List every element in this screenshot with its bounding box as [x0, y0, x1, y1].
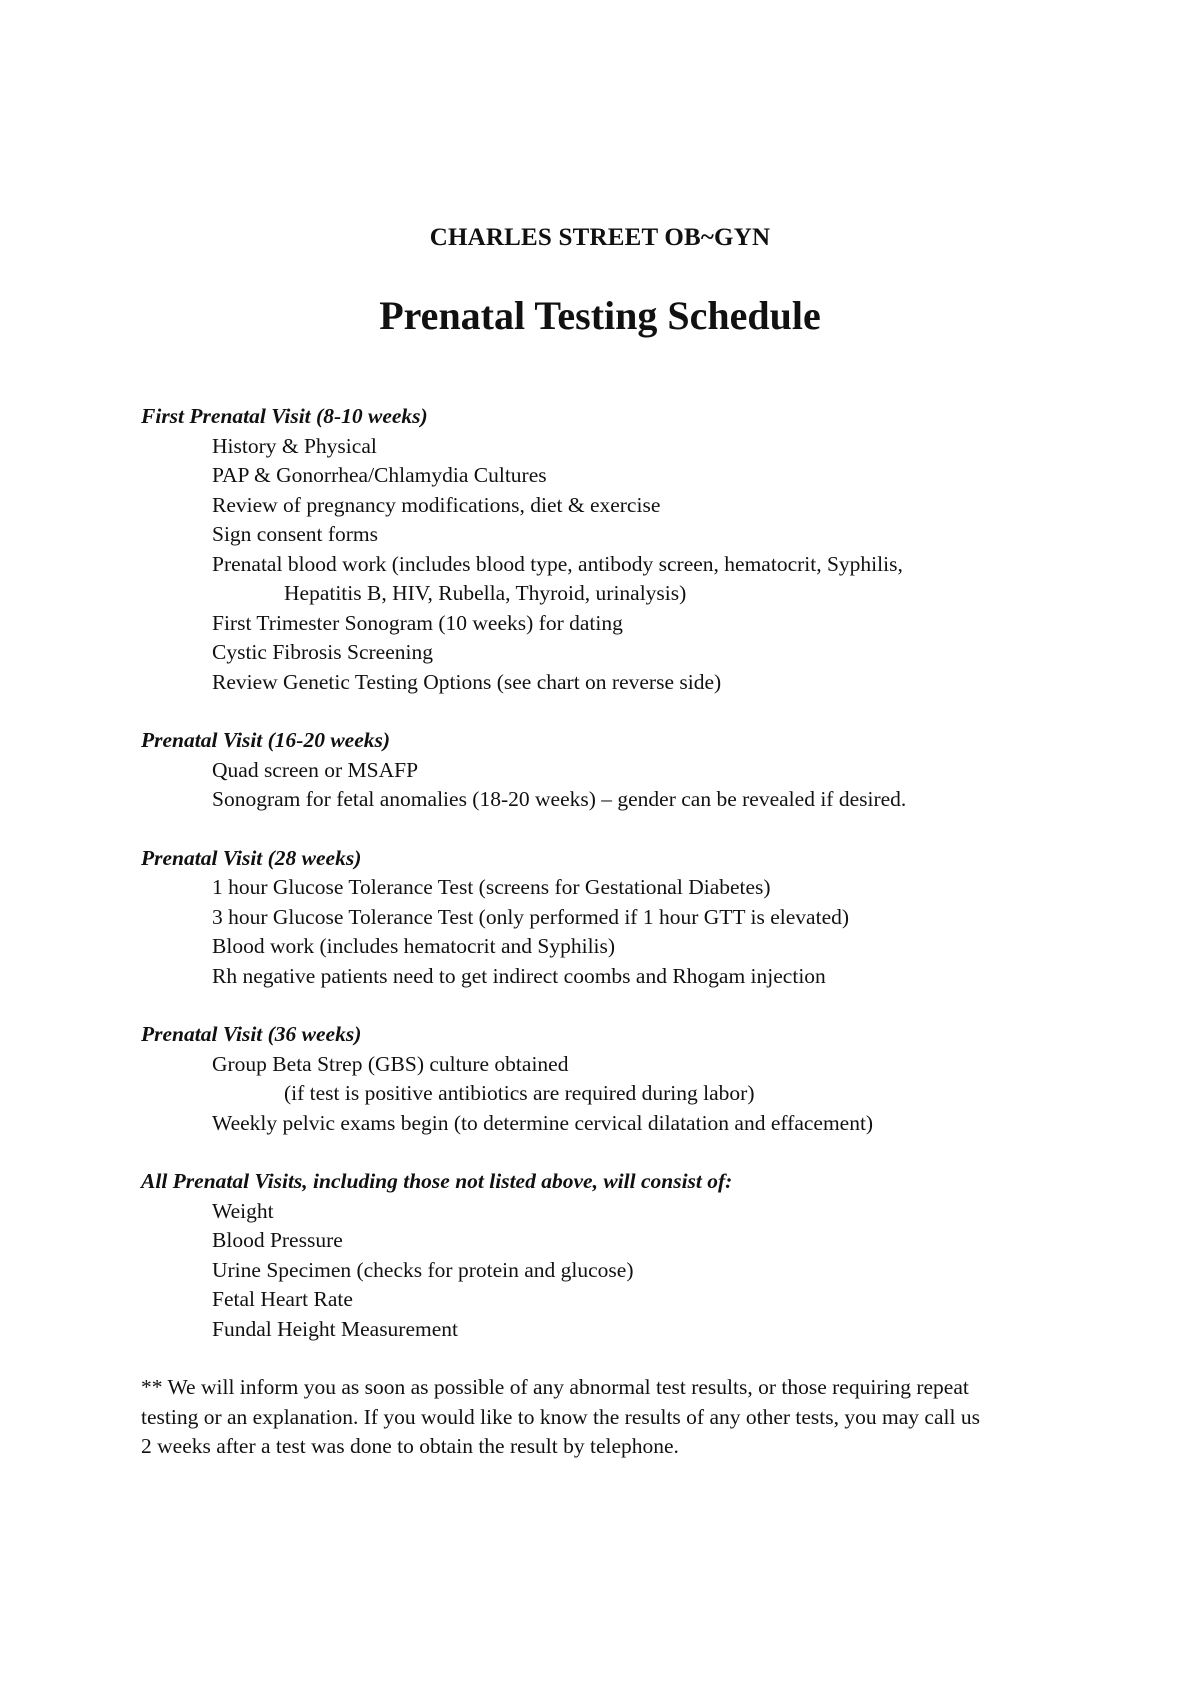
list-item: Weight — [212, 1198, 274, 1223]
list-item: First Trimester Sonogram (10 weeks) for dating — [212, 610, 623, 635]
list-item: Weekly pelvic exams begin (to determine cervical dilatation and effacement) — [212, 1110, 874, 1135]
practice-name: CHARLES STREET OB~GYN — [429, 224, 771, 251]
list-item: Review Genetic Testing Options (see chart on reverse side) — [212, 669, 722, 694]
list-item-continuation — [141, 579, 1091, 609]
footnote-line: 2 weeks after a test was done to obtain the result by telephone. — [141, 1434, 679, 1458]
list-item: Group Beta Strep (GBS) culture obtained — [212, 1051, 569, 1076]
section-heading: Prenatal Visit (28 weeks) — [141, 845, 362, 870]
list-item: Review of pregnancy modifications, diet & exercise — [212, 492, 661, 517]
list-item: Cystic Fibrosis Screening — [212, 640, 433, 664]
section-28-weeks — [141, 844, 1091, 992]
footnote-line: testing or an explanation. If you would like to know the results of any other tests, you may call us — [141, 1404, 980, 1429]
list-item: 3 hour Glucose Tolerance Test (only performed if 1 hour GTT is elevated) — [212, 904, 850, 929]
list-item: Urine Specimen (checks for protein and glucose) — [212, 1257, 634, 1282]
section-36-weeks — [141, 1020, 1091, 1138]
schedule-content — [141, 402, 1091, 1462]
section-all-visits — [141, 1167, 1091, 1344]
section-heading: First Prenatal Visit (8-10 weeks) — [141, 404, 428, 428]
section-heading: Prenatal Visit (16-20 weeks) — [141, 728, 391, 752]
continuation-text: Hepatitis B, HIV, Rubella, Thyroid, urinalysis) — [284, 581, 687, 605]
section-16-20-weeks — [141, 726, 1091, 815]
section-first-visit — [141, 402, 1091, 697]
list-item: Quad screen or MSAFP — [212, 757, 419, 782]
list-item: 1 hour Glucose Tolerance Test (screens for Gestational Diabetes) — [212, 875, 771, 899]
list-item-note — [141, 1079, 1091, 1109]
list-item: Blood work (includes hematocrit and Syphilis) — [212, 934, 616, 958]
note-text: (if test is positive antibiotics are required during labor) — [284, 1081, 755, 1105]
list-item: Rh negative patients need to get indirect coombs and Rhogam injection — [212, 963, 826, 988]
list-item: PAP & Gonorrhea/Chlamydia Cultures — [212, 463, 547, 487]
footnote-line: ** We will inform you as soon as possible of any abnormal test results, or those requiring repeat — [141, 1375, 969, 1399]
section-heading: Prenatal Visit (36 weeks) — [141, 1022, 362, 1046]
list-item: History & Physical — [212, 433, 377, 458]
list-item: Fundal Height Measurement — [212, 1316, 459, 1341]
list-item: Fetal Heart Rate — [212, 1287, 353, 1311]
page-title: Prenatal Testing Schedule — [379, 293, 821, 338]
section-heading: All Prenatal Visits, including those not listed above, will consist of: — [141, 1169, 733, 1193]
list-item: Sonogram for fetal anomalies (18-20 weeks) – gender can be revealed if desired. — [212, 787, 907, 811]
list-item: Sign consent forms — [212, 522, 379, 546]
list-item: Prenatal blood work (includes blood type, antibody screen, hematocrit, Syphilis, — [212, 551, 903, 576]
list-item: Blood Pressure — [212, 1228, 343, 1252]
footnote — [141, 1373, 1061, 1462]
